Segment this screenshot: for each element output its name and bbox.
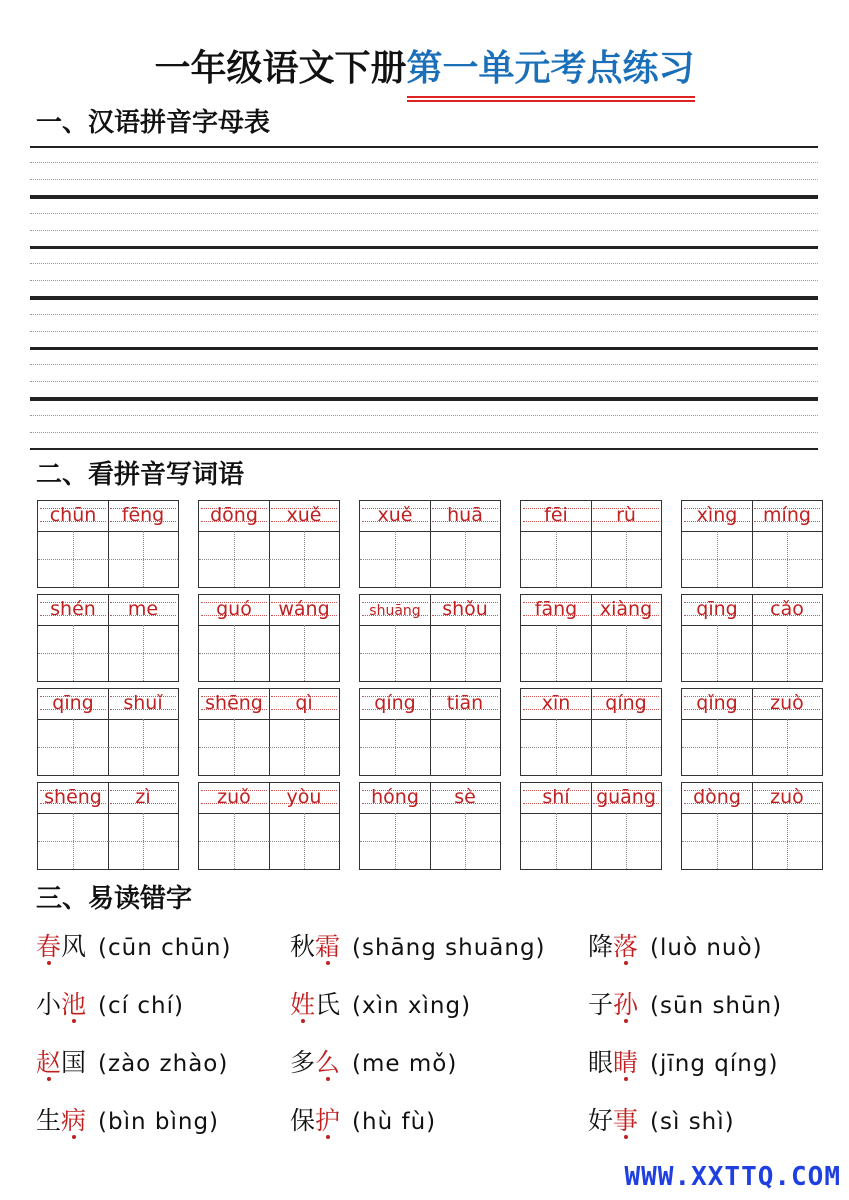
character-cell[interactable] <box>591 813 661 869</box>
pinyin-label <box>591 501 661 532</box>
pinyin-text: fāng <box>534 598 578 620</box>
pinyin-label <box>682 783 753 814</box>
pinyin-label <box>752 783 822 814</box>
character-cell[interactable] <box>682 813 753 869</box>
highlighted-character: 护 <box>315 1106 341 1135</box>
pinyin-text: tiān <box>446 692 484 714</box>
character-cell[interactable] <box>108 625 178 681</box>
section3-heading: 三、易读错字 <box>36 884 193 914</box>
pinyin-text: wáng <box>278 598 330 620</box>
word-box[interactable] <box>359 782 501 870</box>
word-box[interactable] <box>37 500 179 588</box>
character-cell[interactable] <box>360 531 431 587</box>
character-cell[interactable] <box>521 625 592 681</box>
pinyin-text: shēng <box>205 692 263 714</box>
pinyin-line-band[interactable] <box>30 146 818 197</box>
title-grade: 一年级语文下册 <box>154 48 407 89</box>
character-cell[interactable] <box>199 719 270 775</box>
section2-heading: 二、看拼音写词语 <box>36 460 245 490</box>
watermark: WWW.XXTTQ.COM <box>624 1162 841 1192</box>
pinyin-text: fēng <box>121 504 165 526</box>
pronunciation-item <box>588 988 782 1023</box>
word-box[interactable] <box>359 594 501 682</box>
pinyin-line-band[interactable] <box>30 399 818 450</box>
pinyin-text: xiàng <box>599 598 653 620</box>
character-cell[interactable] <box>199 531 270 587</box>
pinyin-text: chūn <box>49 504 97 526</box>
pinyin-label <box>591 595 661 626</box>
title-unit: 第一单元考点练习 <box>407 44 695 98</box>
pinyin-label <box>360 501 431 532</box>
pinyin-text: qì <box>295 692 313 714</box>
highlighted-character: 霜 <box>315 932 341 961</box>
character-cell[interactable] <box>269 719 339 775</box>
pinyin-label <box>269 501 339 532</box>
character-cell[interactable] <box>38 625 109 681</box>
pinyin-line-band[interactable] <box>30 298 818 349</box>
pinyin-choices: (zào zhào) <box>98 1051 229 1077</box>
pinyin-text: zuò <box>770 692 804 714</box>
pinyin-text: sè <box>454 786 476 808</box>
word-character: 秋 <box>290 932 316 961</box>
pinyin-text: xīn <box>541 692 571 714</box>
pinyin-line-band[interactable] <box>30 247 818 298</box>
pinyin-text: shuǐ <box>123 692 163 714</box>
pinyin-text: shēng <box>44 786 102 808</box>
word-box[interactable] <box>37 688 179 776</box>
word-character: 多 <box>290 1048 316 1077</box>
pinyin-text: hóng <box>371 786 419 808</box>
character-cell[interactable] <box>430 813 500 869</box>
pinyin-label <box>430 689 500 720</box>
pinyin-label <box>269 595 339 626</box>
pinyin-label <box>360 783 431 814</box>
pinyin-text: rù <box>616 504 636 526</box>
pinyin-text: qīng <box>52 692 94 714</box>
word-character: 国 <box>61 1048 87 1077</box>
pinyin-choices: (jīng qíng) <box>650 1051 779 1077</box>
word-box[interactable] <box>359 688 501 776</box>
pinyin-label <box>269 783 339 814</box>
character-cell[interactable] <box>430 719 500 775</box>
character-cell[interactable] <box>752 625 822 681</box>
word-character: 眼 <box>588 1048 614 1077</box>
highlighted-character: 池 <box>61 990 87 1019</box>
pinyin-label <box>108 595 178 626</box>
word-box[interactable] <box>681 688 823 776</box>
pronunciation-item <box>290 988 471 1023</box>
pinyin-text: fēi <box>544 504 568 526</box>
pinyin-text: dōng <box>210 504 258 526</box>
highlighted-character: 春 <box>36 932 62 961</box>
word-box[interactable] <box>198 500 340 588</box>
pinyin-choices: (shāng shuāng) <box>352 935 546 961</box>
pinyin-text: xuě <box>286 504 322 526</box>
pinyin-choices: (luò nuò) <box>650 935 763 961</box>
pinyin-label <box>752 595 822 626</box>
section1-heading: 一、汉语拼音字母表 <box>36 108 271 138</box>
character-cell[interactable] <box>752 531 822 587</box>
pinyin-label <box>682 501 753 532</box>
pinyin-label <box>521 783 592 814</box>
character-cell[interactable] <box>269 531 339 587</box>
character-cell[interactable] <box>269 813 339 869</box>
pinyin-label <box>38 595 109 626</box>
pinyin-label <box>430 783 500 814</box>
pinyin-text: qǐng <box>696 692 738 714</box>
pinyin-text: guāng <box>596 786 656 808</box>
character-cell[interactable] <box>360 719 431 775</box>
character-cell[interactable] <box>682 625 753 681</box>
pinyin-text: zuǒ <box>217 786 251 808</box>
character-cell[interactable] <box>591 531 661 587</box>
word-box[interactable] <box>359 500 501 588</box>
character-cell[interactable] <box>591 719 661 775</box>
character-cell[interactable] <box>752 813 822 869</box>
pinyin-text: cǎo <box>770 598 804 620</box>
highlighted-character: 睛 <box>613 1048 639 1077</box>
pronunciation-item <box>290 1104 436 1139</box>
pinyin-label <box>38 783 109 814</box>
pinyin-choices: (sì shì) <box>650 1109 735 1135</box>
pronunciation-item <box>588 1046 778 1081</box>
character-cell[interactable] <box>108 531 178 587</box>
word-box[interactable] <box>520 594 662 682</box>
character-cell[interactable] <box>682 719 753 775</box>
highlighted-character: 姓 <box>290 990 316 1019</box>
character-cell[interactable] <box>430 531 500 587</box>
pinyin-label <box>430 501 500 532</box>
pinyin-label <box>752 501 822 532</box>
word-box[interactable] <box>198 688 340 776</box>
page-title <box>0 44 849 98</box>
highlighted-character: 落 <box>613 932 639 961</box>
pinyin-label <box>591 689 661 720</box>
pinyin-label <box>199 689 270 720</box>
character-cell[interactable] <box>521 719 592 775</box>
word-box[interactable] <box>37 782 179 870</box>
word-box[interactable] <box>681 594 823 682</box>
character-cell[interactable] <box>430 625 500 681</box>
highlighted-character: 赵 <box>36 1048 62 1077</box>
pronunciation-item <box>36 1046 228 1081</box>
pinyin-label <box>682 595 753 626</box>
pinyin-text: shuāng <box>369 603 421 619</box>
pinyin-text: dòng <box>693 786 741 808</box>
character-cell[interactable] <box>360 625 431 681</box>
pinyin-label <box>430 595 500 626</box>
pronunciation-item <box>588 930 763 965</box>
pinyin-text: shǒu <box>442 598 488 620</box>
pinyin-label <box>521 689 592 720</box>
pronunciation-item <box>36 988 184 1023</box>
pinyin-text: zuò <box>770 786 804 808</box>
pinyin-label <box>199 783 270 814</box>
pinyin-text: shí <box>542 786 570 808</box>
pinyin-label <box>269 689 339 720</box>
character-cell[interactable] <box>269 625 339 681</box>
word-box[interactable] <box>198 594 340 682</box>
pinyin-text: xuě <box>377 504 413 526</box>
word-box[interactable] <box>520 782 662 870</box>
pinyin-choices: (bìn bìng) <box>98 1109 220 1135</box>
word-box[interactable] <box>37 594 179 682</box>
pinyin-text: yòu <box>286 786 322 808</box>
pronunciation-item <box>588 1104 735 1139</box>
pinyin-text: guó <box>216 598 252 620</box>
character-cell[interactable] <box>108 813 178 869</box>
character-cell[interactable] <box>360 813 431 869</box>
highlighted-character: 病 <box>61 1106 87 1135</box>
pinyin-writing-lines[interactable] <box>30 146 818 449</box>
word-box[interactable] <box>520 500 662 588</box>
pinyin-text: zì <box>135 786 151 808</box>
highlighted-character: 事 <box>613 1106 639 1135</box>
word-box[interactable] <box>198 782 340 870</box>
word-character: 好 <box>588 1106 614 1135</box>
character-cell[interactable] <box>682 531 753 587</box>
pinyin-label <box>199 595 270 626</box>
pinyin-text: qīng <box>696 598 738 620</box>
pinyin-text: qíng <box>605 692 647 714</box>
word-character: 生 <box>36 1106 62 1135</box>
pinyin-choices: (hù fù) <box>352 1109 437 1135</box>
pinyin-label <box>38 689 109 720</box>
pinyin-choices: (sūn shūn) <box>650 993 783 1019</box>
character-cell[interactable] <box>521 531 592 587</box>
word-character: 保 <box>290 1106 316 1135</box>
pinyin-choices: (cūn chūn) <box>98 935 232 961</box>
pinyin-choices: (cí chí) <box>98 993 184 1019</box>
pinyin-label <box>360 595 431 626</box>
pinyin-text: xìng <box>696 504 738 526</box>
pinyin-label <box>108 501 178 532</box>
character-cell[interactable] <box>199 813 270 869</box>
pronunciation-item <box>290 1046 457 1081</box>
pinyin-text: huā <box>447 504 483 526</box>
word-character: 氏 <box>315 990 341 1019</box>
word-character: 小 <box>36 990 62 1019</box>
pinyin-line-band[interactable] <box>30 348 818 399</box>
pinyin-text: míng <box>763 504 811 526</box>
pronunciation-item <box>36 1104 219 1139</box>
pinyin-label <box>360 689 431 720</box>
pinyin-label <box>199 501 270 532</box>
pinyin-label <box>521 595 592 626</box>
character-cell[interactable] <box>591 625 661 681</box>
character-cell[interactable] <box>521 813 592 869</box>
character-cell[interactable] <box>38 531 109 587</box>
pinyin-line-band[interactable] <box>30 197 818 248</box>
pronunciation-item <box>36 930 231 965</box>
pinyin-text: shén <box>50 598 96 620</box>
pinyin-choices: (xìn xìng) <box>352 993 472 1019</box>
pinyin-label <box>591 783 661 814</box>
pinyin-label <box>108 689 178 720</box>
word-character: 降 <box>588 932 614 961</box>
word-character: 风 <box>61 932 87 961</box>
word-box[interactable] <box>681 782 823 870</box>
pinyin-text: me <box>127 598 159 620</box>
highlighted-character: 么 <box>315 1048 341 1077</box>
pinyin-choices: (me mǒ) <box>352 1051 458 1077</box>
word-character: 子 <box>588 990 614 1019</box>
character-cell[interactable] <box>752 719 822 775</box>
pinyin-label <box>108 783 178 814</box>
pinyin-text: qíng <box>374 692 416 714</box>
pinyin-label <box>752 689 822 720</box>
pinyin-label <box>521 501 592 532</box>
character-cell[interactable] <box>38 813 109 869</box>
word-box[interactable] <box>681 500 823 588</box>
pinyin-label <box>38 501 109 532</box>
highlighted-character: 孙 <box>613 990 639 1019</box>
pronunciation-item <box>290 930 546 965</box>
word-box[interactable] <box>520 688 662 776</box>
character-cell[interactable] <box>199 625 270 681</box>
character-cell[interactable] <box>108 719 178 775</box>
pinyin-label <box>682 689 753 720</box>
character-cell[interactable] <box>38 719 109 775</box>
